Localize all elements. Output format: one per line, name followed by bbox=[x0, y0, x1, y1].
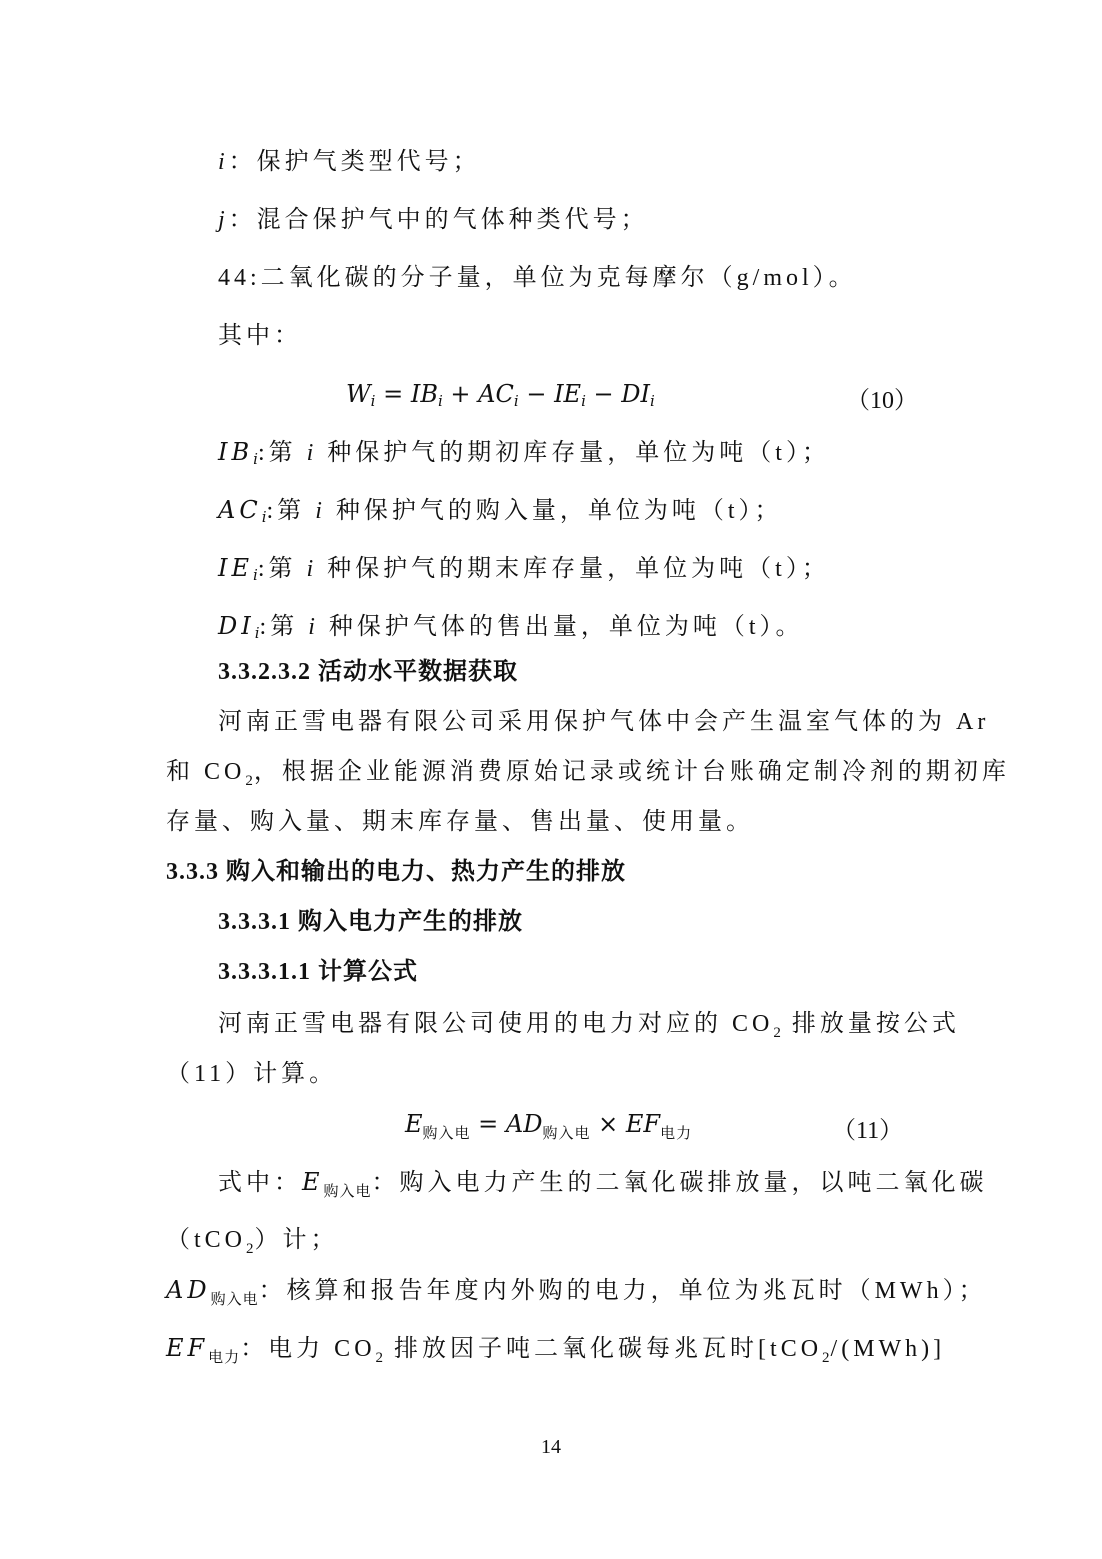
def-E-unit-b: ）计； bbox=[254, 1227, 339, 1253]
def-AD-purchased bbox=[166, 1274, 987, 1316]
def-EF-symbol: EF bbox=[166, 1334, 209, 1362]
def-IB-i: i bbox=[306, 440, 318, 466]
def-DI-sub: i bbox=[254, 624, 260, 642]
heading-3-3-3-1: 3.3.3.1 购入电力产生的排放 bbox=[218, 909, 523, 935]
eq11-EF: EF bbox=[625, 1110, 661, 1138]
para1-line2-a: 和 CO bbox=[166, 759, 246, 785]
def-IE bbox=[218, 552, 830, 591]
def-AD-text: ：核算和报告年度内外购的电力，单位为兆瓦时（MWh）； bbox=[258, 1278, 987, 1304]
eq10-DI-sub: i bbox=[649, 392, 655, 410]
para2-line1-b: 排放量按公式 bbox=[781, 1011, 960, 1037]
def-AC bbox=[218, 494, 783, 533]
equation-11-number: （11） bbox=[832, 1118, 904, 1144]
page-number: 14 bbox=[541, 1436, 561, 1458]
def-EF-text-sub: 2 bbox=[375, 1350, 385, 1366]
def-E-sub: 购入电 bbox=[323, 1184, 372, 1200]
def-DI bbox=[218, 610, 804, 649]
def-EF-sub: 电力 bbox=[208, 1350, 241, 1366]
symbol-i: i bbox=[218, 149, 229, 175]
def-EF-text-a: ：电力 CO bbox=[240, 1336, 376, 1362]
def-IB-text-b: 种保护气的期初库存量，单位为吨（t）； bbox=[317, 440, 830, 466]
def-IB-symbol: IB bbox=[218, 438, 254, 466]
def-AD-symbol: AD bbox=[166, 1276, 211, 1304]
def-EF-text-b: 排放因子吨二氧化碳每兆瓦时[tCO bbox=[384, 1336, 823, 1362]
heading-3-3-3-1-1: 3.3.3.1.1 计算公式 bbox=[218, 959, 418, 985]
para1-line2-b: ，根据企业能源消费原始记录或统计台账确定制冷剂的期初库 bbox=[253, 759, 1010, 785]
symbol-j: j bbox=[218, 207, 229, 233]
def-IE-sub: i bbox=[253, 566, 258, 584]
eq10-plus: + bbox=[442, 380, 479, 408]
eq11-equals: = bbox=[470, 1110, 506, 1138]
def-E-unit-sub: 2 bbox=[246, 1241, 255, 1257]
eq11-E-sub: 购入电 bbox=[422, 1124, 471, 1142]
def-DI-text-b: 种保护气体的售出量，单位为吨（t）。 bbox=[318, 614, 804, 640]
eq10-DI: DI bbox=[621, 380, 650, 408]
def-i bbox=[218, 146, 481, 178]
def-DI-text-a: :第 bbox=[259, 614, 309, 640]
eq11-EF-sub: 电力 bbox=[660, 1124, 693, 1142]
para2-line1-sub: 2 bbox=[773, 1025, 782, 1041]
def-AD-sub: 购入电 bbox=[210, 1292, 259, 1308]
para2-line1 bbox=[218, 1008, 960, 1049]
eq10-AC-sub: i bbox=[513, 392, 519, 410]
def-E-prefix: 式中： bbox=[218, 1170, 302, 1196]
eq10-AC: AC bbox=[478, 380, 514, 408]
equation-10 bbox=[346, 378, 655, 417]
def-IB bbox=[218, 436, 830, 475]
def-IE-i: i bbox=[306, 556, 318, 582]
eq10-W-sub: i bbox=[370, 392, 376, 410]
def-E-text: ：购入电力产生的二氧化碳排放量，以吨二氧化碳 bbox=[371, 1170, 988, 1196]
def-AC-text-b: 种保护气的购入量，单位为吨（t）； bbox=[325, 498, 783, 524]
eq11-AD-sub: 购入电 bbox=[542, 1124, 591, 1142]
eq10-IE: IE bbox=[554, 380, 582, 408]
para1-line1: 河南正雪电器有限公司采用保护气体中会产生温室气体的为 Ar bbox=[218, 709, 990, 735]
def-DI-symbol: DI bbox=[218, 612, 255, 640]
def-DI-i: i bbox=[308, 614, 319, 640]
def-AC-symbol: AC bbox=[218, 496, 262, 524]
def-AC-sub: i bbox=[261, 508, 267, 526]
def-EF-power bbox=[166, 1332, 945, 1374]
def-IE-symbol: IE bbox=[218, 554, 253, 582]
eq10-IB: IB bbox=[410, 380, 438, 408]
def-i-text: ：保护气类型代号； bbox=[228, 149, 481, 175]
eq10-minus-2: − bbox=[585, 380, 622, 408]
def-EF-text-c: /(MWh)] bbox=[830, 1336, 946, 1362]
def-E-unit bbox=[166, 1224, 339, 1265]
def-AC-text-a: :第 bbox=[266, 498, 316, 524]
heading-3-3-3: 3.3.3 购入和输出的电力、热力产生的排放 bbox=[166, 859, 626, 885]
eq11-AD: AD bbox=[505, 1110, 543, 1138]
eq10-equals: = bbox=[375, 380, 411, 408]
eq10-IE-sub: i bbox=[581, 392, 586, 410]
def-IE-text-b: 种保护气的期末库存量，单位为吨（t）； bbox=[317, 556, 830, 582]
eq11-E: E bbox=[405, 1110, 423, 1138]
para2-line2: （11）计算。 bbox=[166, 1061, 338, 1087]
eq11-times: × bbox=[590, 1110, 626, 1138]
eq10-IB-sub: i bbox=[437, 392, 443, 410]
def-molecular-weight: 44:二氧化碳的分子量，单位为克每摩尔（g/mol）。 bbox=[218, 265, 857, 291]
para2-line1-a: 河南正雪电器有限公司使用的电力对应的 CO bbox=[218, 1011, 774, 1037]
eq10-W: W bbox=[346, 380, 371, 408]
def-E-unit-a: （tCO bbox=[166, 1227, 247, 1253]
among-label: 其中： bbox=[218, 323, 302, 349]
equation-10-number: （10） bbox=[846, 388, 918, 414]
def-IB-sub: i bbox=[253, 450, 258, 468]
def-j-text: ：混合保护气中的气体种类代号； bbox=[228, 207, 649, 233]
equation-11 bbox=[405, 1108, 692, 1149]
def-E-symbol: E bbox=[302, 1168, 324, 1196]
def-IB-text-a: :第 bbox=[257, 440, 307, 466]
para1-line3: 存量、购入量、期末库存量、售出量、使用量。 bbox=[166, 809, 754, 835]
def-AC-i: i bbox=[315, 498, 326, 524]
para1-line2 bbox=[166, 756, 1010, 797]
para1-line2-sub: 2 bbox=[245, 773, 254, 789]
def-IE-text-a: :第 bbox=[257, 556, 307, 582]
def-j bbox=[218, 204, 649, 236]
heading-3-3-2-3-2: 3.3.2.3.2 活动水平数据获取 bbox=[218, 659, 518, 685]
def-EF-text-sub2: 2 bbox=[822, 1350, 831, 1366]
def-E-purchased bbox=[218, 1166, 988, 1208]
eq10-minus-1: − bbox=[518, 380, 555, 408]
